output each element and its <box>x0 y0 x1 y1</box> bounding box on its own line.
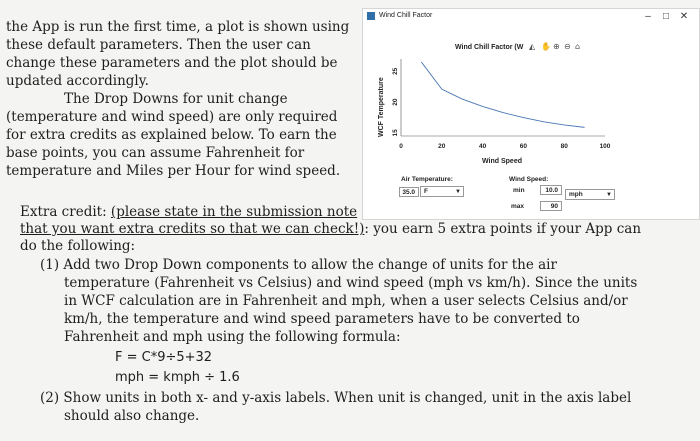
x-tick-label: 0 <box>399 143 403 150</box>
text-line-8: base points, you can assume Fahrenheit for <box>6 145 305 161</box>
y-axis-label: WCF Temperature <box>378 77 385 137</box>
zoom-in-icon[interactable]: ⊕ <box>553 42 560 51</box>
formula-1: F = C*9÷5+32 <box>115 350 213 365</box>
y-tick-label: 15 <box>392 129 399 137</box>
zoom-out-icon[interactable]: ⊖ <box>564 42 571 51</box>
extra-credit-line-2 <box>20 221 641 237</box>
maximize-icon[interactable]: □ <box>662 11 670 22</box>
close-icon[interactable]: ✕ <box>679 11 689 22</box>
plot-toolbar <box>529 41 580 51</box>
app-icon <box>367 12 375 20</box>
speed-unit-value: mph <box>569 191 583 198</box>
app-window <box>362 8 700 220</box>
y-tick-label: 25 <box>392 67 399 75</box>
temperature-unit-value: F <box>424 188 428 195</box>
text-line-1: the App is run the first time, a plot is shown using <box>6 19 350 35</box>
x-tick-label: 80 <box>560 143 568 150</box>
item1-line-2: temperature (Fahrenheit vs Celsius) and wind speed (mph vs km/h). Since the units <box>64 275 638 291</box>
home-icon[interactable]: ⌂ <box>575 42 581 51</box>
plot-title: Wind Chill Factor (W <box>455 44 524 51</box>
x-axis-label: Wind Speed <box>482 158 522 165</box>
item2-line-2: should also change. <box>64 408 200 424</box>
text-line-9: temperature and Miles per Hour for wind speed. <box>6 163 341 179</box>
chevron-down-icon: ▼ <box>455 189 461 195</box>
temperature-unit-dropdown[interactable] <box>420 186 464 197</box>
min-label: min <box>513 187 525 194</box>
x-tick-label: 20 <box>438 143 446 150</box>
max-label: max <box>511 203 525 210</box>
chevron-down-icon: ▼ <box>606 192 612 198</box>
item1-line-4: km/h, the temperature and wind speed parameters have to be converted to <box>64 311 580 327</box>
max-wind-speed-input[interactable]: 90 <box>540 201 562 211</box>
app-titlebar <box>363 9 699 31</box>
x-tick-label: 40 <box>478 143 487 150</box>
wind-chill-chart <box>363 31 699 196</box>
minimize-icon[interactable]: – <box>645 11 651 22</box>
text-line-6: (temperature and wind speed) are only required <box>6 109 338 125</box>
text-line-3: change these parameters and the plot should be <box>6 55 338 71</box>
x-tick-label: 100 <box>599 143 611 150</box>
item1-line-5: Fahrenheit and mph using the following formula: <box>64 329 401 345</box>
text-line-5: The Drop Downs for unit change <box>64 91 288 107</box>
extra-credit-note-1: (please state in the submission note <box>110 204 358 220</box>
y-tick-label: 20 <box>392 98 399 106</box>
speed-unit-dropdown[interactable] <box>565 189 615 200</box>
extra-credit-rest: : you earn 5 extra points if your App can <box>364 221 642 237</box>
extra-credit-line-1 <box>20 204 357 220</box>
min-wind-speed-input[interactable]: 10.0 <box>540 185 562 195</box>
formula-2: mph = kmph ÷ 1.6 <box>115 370 240 385</box>
x-tick-label: 60 <box>519 143 528 150</box>
export-icon[interactable]: ◭ <box>529 42 536 51</box>
air-temperature-input[interactable]: 35.0 <box>399 187 419 197</box>
item1-line-1: (1) Add two Drop Down components to allow the change of units for the air <box>40 257 557 273</box>
app-window-title: Wind Chill Factor <box>379 12 433 19</box>
text-line-4: updated accordingly. <box>6 73 149 89</box>
extra-credit-prefix: Extra credit: <box>20 204 111 220</box>
text-line-2: these default parameters. Then the user can <box>6 37 311 53</box>
wcf-series-line <box>421 62 584 127</box>
air-temperature-label: Air Temperature: <box>401 176 453 183</box>
extra-credit-note-2: that you want extra credits so that we can check!) <box>20 221 365 237</box>
item1-line-3: in WCF calculation are in Fahrenheit and mph, when a user selects Celsius and/or <box>64 293 628 309</box>
wind-speed-label: Wind Speed: <box>509 176 549 183</box>
do-following: do the following: <box>20 238 136 254</box>
text-line-7: for extra credits as explained below. To earn the <box>6 127 337 143</box>
item2-line-1: (2) Show units in both x- and y-axis labels. When unit is changed, unit in the axis label <box>40 390 632 406</box>
pan-icon[interactable]: ✋ <box>541 42 551 51</box>
